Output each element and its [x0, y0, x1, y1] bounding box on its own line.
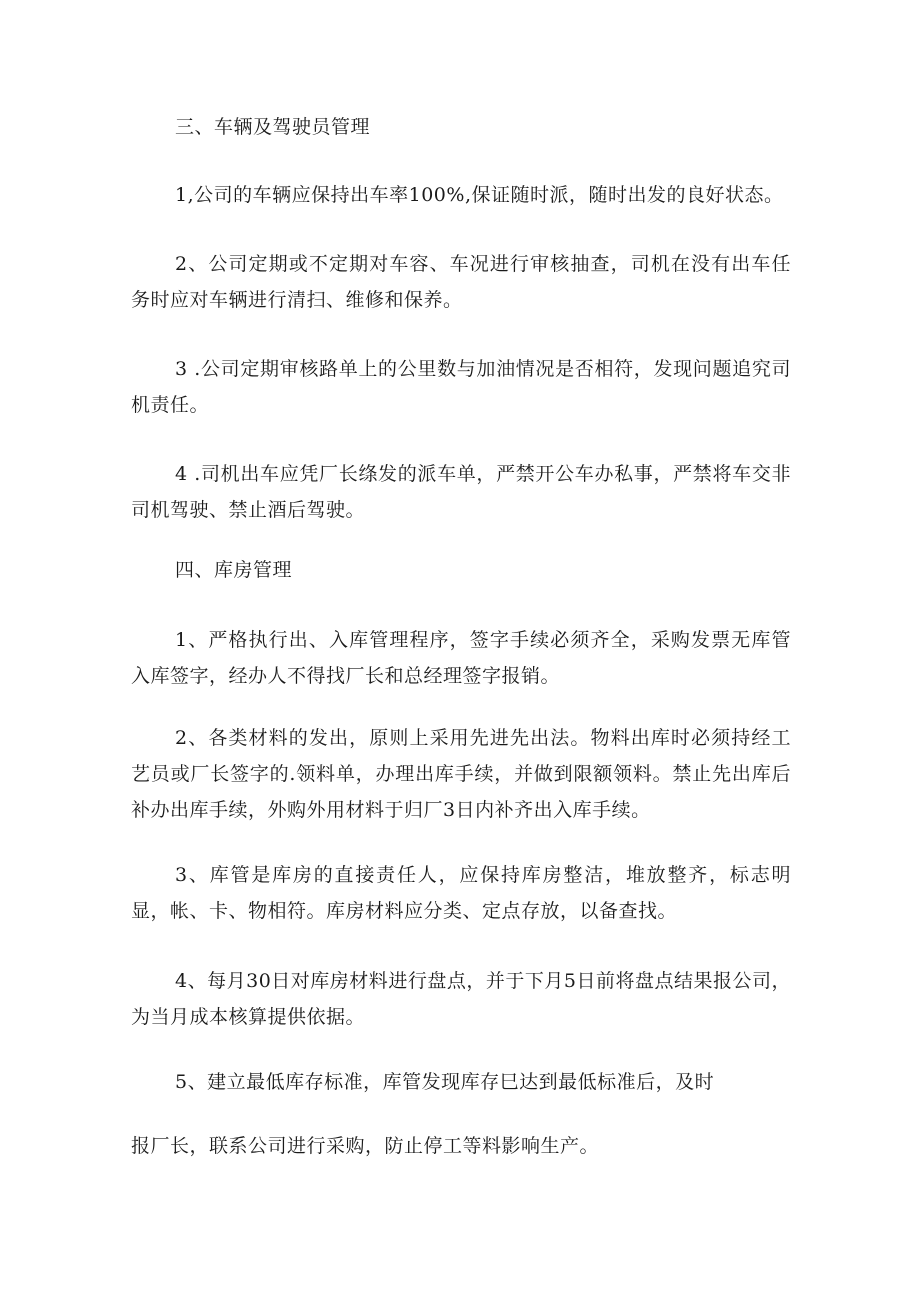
paragraph-warehouse-3: 3、库管是库房的直接责任人，应保持库房整洁，堆放整齐，标志明显，帐、卡、物相符。库房材料应分类、定点存放，以备查找。	[131, 864, 791, 922]
section-heading-vehicles: 三、车辆及驾驶员管理	[175, 116, 371, 138]
paragraph-warehouse-4: 4、每月30日对库房材料进行盘点，并于下月5日前将盘点结果报公司，为当月成本核算提供依据。	[131, 970, 791, 1028]
paragraph-warehouse-2: 2、各类材料的发出，原则上采用先进先出法。物料出库时必须持经工艺员或厂长签字的.领料单，办理出库手续，并做到限额领料。禁止先出库后补办出库手续，外购外用材料于归厂3日内补齐出入库手续。	[131, 727, 791, 821]
section-heading-warehouse: 四、库房管理	[175, 559, 293, 581]
paragraph-vehicles-2: 2、公司定期或不定期对车容、车况进行审核抽查，司机在没有出车任务时应对车辆进行清扫、维修和保养。	[131, 253, 791, 311]
paragraph-vehicles-4: 4 .司机出车应凭厂长绦发的派车单，严禁开公车办私事，严禁将车交非司机驾驶、禁止酒后驾驶。	[131, 463, 791, 521]
paragraph-vehicles-1: 1,公司的车辆应保持出车率100%,保证随时派，随时出发的良好状态。	[175, 184, 784, 206]
paragraph-warehouse-1: 1、严格执行出、入库管理程序，签字手续必须齐全，采购发票无库管入库签字，经办人不得找厂长和总经理签字报销。	[131, 629, 791, 687]
paragraph-warehouse-5-continued: 报厂长，联系公司进行采购，防止停工等料影响生产。	[131, 1135, 600, 1157]
paragraph-vehicles-3: 3 .公司定期审核路单上的公里数与加油情况是否相符，发现问题追究司机责任。	[131, 358, 791, 416]
paragraph-warehouse-5: 5、建立最低库存标准，库管发现库存巳达到最低标准后，及时	[175, 1071, 715, 1093]
